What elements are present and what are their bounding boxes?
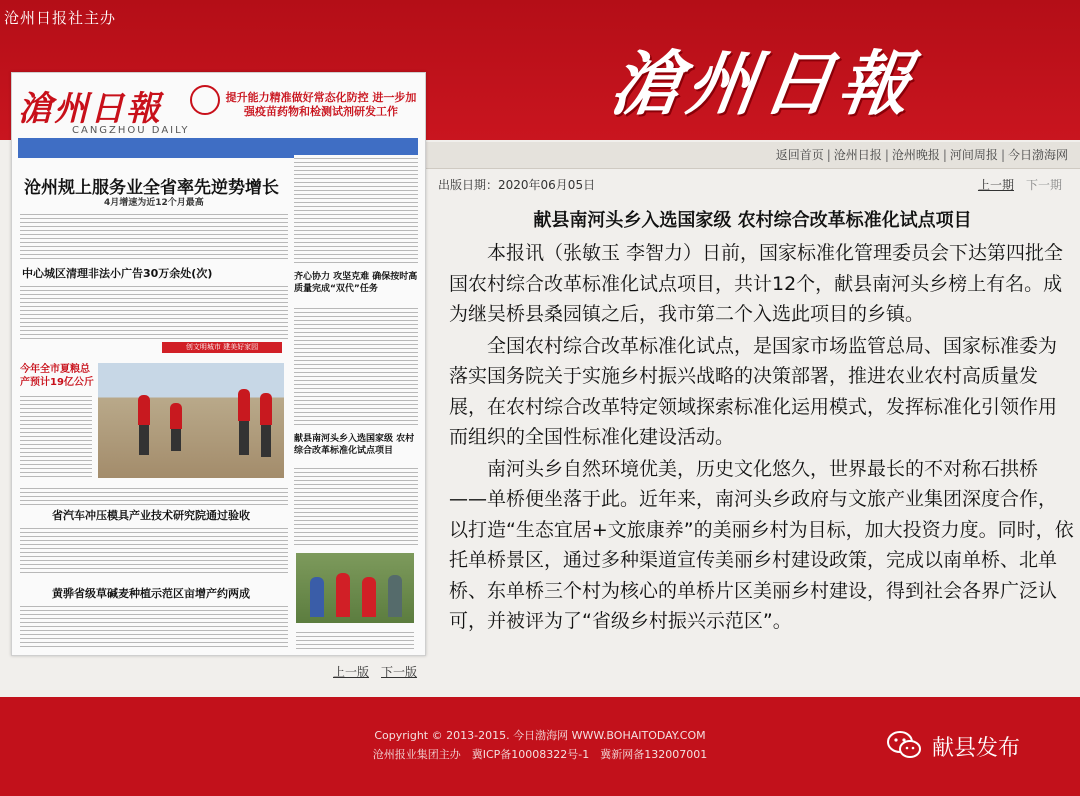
text-column xyxy=(20,525,288,575)
nav-link-cangzhou-daily[interactable]: 沧州日报 xyxy=(833,148,882,162)
copyright-text: Copyright © 2013-2015. 今日渤海网 WWW.BOHAITODAY.COM xyxy=(374,729,706,742)
emblem-icon xyxy=(190,85,220,115)
next-page-link[interactable]: 下一版 xyxy=(381,665,418,679)
icp-text: 沧州报业集团主办 冀ICP备10008322号-1 冀新网备132007001 xyxy=(372,748,708,761)
nav-link-home[interactable]: 返回首页 xyxy=(775,148,824,162)
nav-link-bohai-today[interactable]: 今日渤海网 xyxy=(1007,148,1068,162)
wechat-icon xyxy=(886,730,922,760)
article-body xyxy=(449,238,1074,638)
article-title: 献县南河头乡入选国家级 农村综合改革标准化试点项目 xyxy=(533,210,972,231)
newspaper-main-subhead: 4月增速为近12个月最高 xyxy=(104,198,204,208)
publication-date: 出版日期：2020年06月05日 xyxy=(438,178,596,192)
newspaper-english-name: CANGZHOU DAILY xyxy=(72,125,190,136)
text-column xyxy=(20,211,288,259)
text-column xyxy=(296,629,414,651)
wechat-account-label: 献县发布 xyxy=(932,736,1021,761)
next-issue-link[interactable]: 下一期 xyxy=(1025,178,1062,192)
text-column xyxy=(294,155,418,265)
issue-pager xyxy=(978,176,1062,193)
prev-issue-link[interactable]: 上一期 xyxy=(977,178,1014,192)
newspaper-masthead: 滄州日報 xyxy=(18,89,162,129)
prev-page-link[interactable]: 上一版 xyxy=(333,665,370,679)
organizer-label: 沧州日报社主办 xyxy=(4,9,117,27)
text-column xyxy=(20,283,288,339)
nav-link-cangzhou-evening[interactable]: 沧州晚报 xyxy=(891,148,940,162)
news-photo xyxy=(296,553,414,623)
newspaper-top-headline: 提升能力精准做好常态化防控 进一步加强疫苗药物和检测试剂研发工作 xyxy=(225,91,417,118)
text-column xyxy=(294,305,418,425)
nav-links: 返回首页 | 沧州日报 | 沧州晚报 | 河间周报 | 今日渤海网 xyxy=(775,148,1068,162)
newspaper-red-band: 创文明城市 建美好家园 xyxy=(162,342,282,353)
newspaper-headline: 齐心协力 攻坚克难 确保按时高质量完成“双代”任务 xyxy=(294,272,418,294)
article-paragraph: 全国农村综合改革标准化试点，是国家市场监管总局、国家标准委为落实国务院关于实施乡村振兴战略的决策部署，推进农业农村高质量发展，在农村综合改革特定领域探索标准化运用模式，发挥标准化引领作用而组织的全国性标准化建设活动。 xyxy=(449,334,1058,448)
site-nav xyxy=(425,142,1080,169)
masthead-logo: 滄州日報 xyxy=(605,42,922,125)
newspaper-headline: 献县南河头乡入选国家级 农村综合改革标准化试点项目 xyxy=(294,434,415,456)
newspaper-headline: 中心城区清理非法小广告30万余处(次) xyxy=(22,267,213,280)
text-column xyxy=(20,393,92,479)
page-pager xyxy=(333,663,429,680)
newspaper-headline: 省汽车冲压模具产业技术研究院通过验收 xyxy=(52,509,250,522)
text-column xyxy=(294,465,418,545)
nav-link-hejian-weekly[interactable]: 河间周报 xyxy=(949,148,998,162)
newspaper-headline: 黄骅省级草碱麦种植示范区亩增产约两成 xyxy=(52,587,250,600)
newspaper-headline: 今年全市夏粮总产预计19亿公斤 xyxy=(20,364,94,388)
article-paragraph: 南河头乡自然环境优美，历史文化悠久，世界最长的不对称石拱桥——单桥便坐落于此。近年来，南河头乡政府与文旅产业集团深度合作，以打造“生态宜居+文旅康养”的美丽乡村为目标，加大投资力度。同时，依托单桥景区，通过多种渠道宣传美丽乡村建设政策，完成以南单桥、北单桥、东单桥三个村为核心的单桥片区美丽乡村建设，得到社会各界广泛认可，并被评为了“省级乡村振兴示范区”。 xyxy=(449,457,1074,632)
article-paragraph: 本报讯（张敏玉 李智力）日前，国家标准化管理委员会下达第四批全国农村综合改革标准化试点项目，共计12个，献县南河头乡榜上有名。成为继吴桥县桑园镇之后，我市第二个入选此项目的乡镇。 xyxy=(449,242,1064,325)
text-column xyxy=(20,485,288,507)
text-column xyxy=(20,603,288,649)
newspaper-page-thumbnail[interactable] xyxy=(11,72,426,656)
newspaper-main-headline: 沧州规上服务业全省率先逆势增长 xyxy=(24,178,279,198)
news-photo xyxy=(98,363,284,478)
